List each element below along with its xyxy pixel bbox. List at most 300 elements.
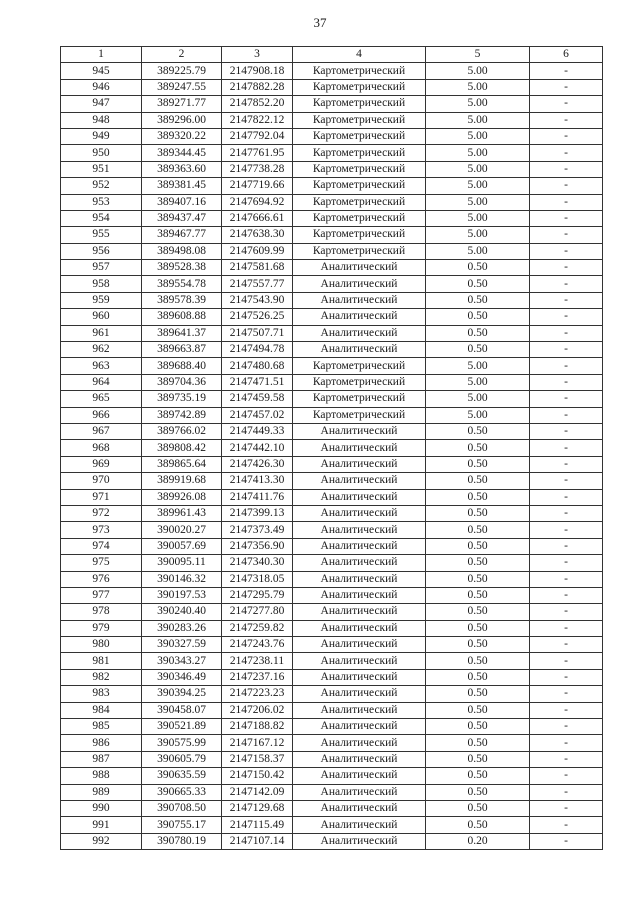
cell-method: Аналитический — [293, 292, 426, 308]
cell-x-coordinate: 389865.64 — [142, 456, 222, 472]
cell-y-coordinate: 2147494.78 — [222, 342, 293, 358]
table-row — [61, 96, 603, 112]
cell-note: - — [530, 768, 603, 784]
column-header-y-coordinate: 3 — [222, 47, 293, 63]
cell-method: Аналитический — [293, 587, 426, 603]
table-row — [61, 423, 603, 439]
cell-y-coordinate: 2147373.49 — [222, 522, 293, 538]
cell-point-number: 956 — [61, 243, 142, 259]
cell-y-coordinate: 2147413.30 — [222, 473, 293, 489]
cell-note: - — [530, 63, 603, 79]
cell-y-coordinate: 2147150.42 — [222, 768, 293, 784]
cell-method: Аналитический — [293, 751, 426, 767]
table-row — [61, 145, 603, 161]
cell-x-coordinate: 389808.42 — [142, 440, 222, 456]
cell-x-coordinate: 389363.60 — [142, 161, 222, 177]
cell-point-number: 960 — [61, 309, 142, 325]
table-row — [61, 178, 603, 194]
cell-point-number: 954 — [61, 210, 142, 226]
cell-accuracy: 5.00 — [426, 407, 530, 423]
cell-y-coordinate: 2147543.90 — [222, 292, 293, 308]
cell-method: Аналитический — [293, 473, 426, 489]
table-row — [61, 194, 603, 210]
cell-note: - — [530, 440, 603, 456]
cell-accuracy: 5.00 — [426, 243, 530, 259]
cell-y-coordinate: 2147107.14 — [222, 833, 293, 849]
cell-point-number: 946 — [61, 79, 142, 95]
table-row — [61, 276, 603, 292]
cell-accuracy: 0.50 — [426, 440, 530, 456]
cell-x-coordinate: 389296.00 — [142, 112, 222, 128]
cell-note: - — [530, 604, 603, 620]
cell-point-number: 958 — [61, 276, 142, 292]
column-header-note: 6 — [530, 47, 603, 63]
cell-method: Аналитический — [293, 604, 426, 620]
table-row — [61, 833, 603, 849]
cell-accuracy: 5.00 — [426, 178, 530, 194]
cell-y-coordinate: 2147426.30 — [222, 456, 293, 472]
cell-accuracy: 0.50 — [426, 555, 530, 571]
table-row — [61, 702, 603, 718]
cell-x-coordinate: 390458.07 — [142, 702, 222, 718]
table-row — [61, 292, 603, 308]
cell-x-coordinate: 389641.37 — [142, 325, 222, 341]
cell-note: - — [530, 309, 603, 325]
cell-point-number: 950 — [61, 145, 142, 161]
cell-y-coordinate: 2147206.02 — [222, 702, 293, 718]
cell-y-coordinate: 2147457.02 — [222, 407, 293, 423]
cell-point-number: 978 — [61, 604, 142, 620]
table-row — [61, 210, 603, 226]
cell-point-number: 968 — [61, 440, 142, 456]
cell-x-coordinate: 390755.17 — [142, 817, 222, 833]
cell-note: - — [530, 702, 603, 718]
cell-accuracy: 0.50 — [426, 276, 530, 292]
cell-note: - — [530, 374, 603, 390]
cell-accuracy: 0.50 — [426, 489, 530, 505]
cell-point-number: 972 — [61, 505, 142, 521]
table-row — [61, 309, 603, 325]
cell-accuracy: 0.50 — [426, 456, 530, 472]
cell-accuracy: 0.50 — [426, 653, 530, 669]
cell-note: - — [530, 489, 603, 505]
cell-accuracy: 0.50 — [426, 538, 530, 554]
table-row — [61, 260, 603, 276]
cell-x-coordinate: 390394.25 — [142, 686, 222, 702]
cell-accuracy: 0.50 — [426, 522, 530, 538]
table-row — [61, 243, 603, 259]
table-row — [61, 817, 603, 833]
cell-method: Картометрический — [293, 96, 426, 112]
cell-note: - — [530, 784, 603, 800]
cell-point-number: 953 — [61, 194, 142, 210]
cell-point-number: 989 — [61, 784, 142, 800]
cell-accuracy: 5.00 — [426, 63, 530, 79]
table-body — [61, 63, 603, 850]
cell-note: - — [530, 473, 603, 489]
table-header-row — [61, 47, 603, 63]
cell-note: - — [530, 456, 603, 472]
cell-y-coordinate: 2147719.66 — [222, 178, 293, 194]
cell-y-coordinate: 2147442.10 — [222, 440, 293, 456]
cell-y-coordinate: 2147158.37 — [222, 751, 293, 767]
cell-y-coordinate: 2147557.77 — [222, 276, 293, 292]
cell-note: - — [530, 735, 603, 751]
table-row — [61, 522, 603, 538]
column-header-x-coordinate: 2 — [142, 47, 222, 63]
cell-accuracy: 0.50 — [426, 735, 530, 751]
cell-x-coordinate: 389498.08 — [142, 243, 222, 259]
cell-note: - — [530, 751, 603, 767]
cell-accuracy: 5.00 — [426, 145, 530, 161]
cell-x-coordinate: 389407.16 — [142, 194, 222, 210]
cell-y-coordinate: 2147882.28 — [222, 79, 293, 95]
table-row — [61, 555, 603, 571]
cell-note: - — [530, 686, 603, 702]
cell-method: Картометрический — [293, 178, 426, 194]
cell-point-number: 957 — [61, 260, 142, 276]
cell-accuracy: 0.50 — [426, 784, 530, 800]
cell-x-coordinate: 390346.49 — [142, 669, 222, 685]
cell-x-coordinate: 389320.22 — [142, 128, 222, 144]
cell-x-coordinate: 389247.55 — [142, 79, 222, 95]
table-row — [61, 735, 603, 751]
cell-point-number: 947 — [61, 96, 142, 112]
cell-note: - — [530, 653, 603, 669]
cell-point-number: 977 — [61, 587, 142, 603]
cell-point-number: 973 — [61, 522, 142, 538]
cell-point-number: 984 — [61, 702, 142, 718]
cell-note: - — [530, 637, 603, 653]
cell-note: - — [530, 96, 603, 112]
coordinates-table — [60, 46, 603, 850]
cell-x-coordinate: 390283.26 — [142, 620, 222, 636]
cell-method: Аналитический — [293, 423, 426, 439]
table-row — [61, 587, 603, 603]
cell-point-number: 966 — [61, 407, 142, 423]
cell-y-coordinate: 2147340.30 — [222, 555, 293, 571]
cell-note: - — [530, 178, 603, 194]
cell-x-coordinate: 390708.50 — [142, 800, 222, 816]
table-row — [61, 79, 603, 95]
cell-x-coordinate: 390605.79 — [142, 751, 222, 767]
cell-accuracy: 0.50 — [426, 571, 530, 587]
cell-accuracy: 0.50 — [426, 604, 530, 620]
cell-y-coordinate: 2147223.23 — [222, 686, 293, 702]
cell-method: Картометрический — [293, 79, 426, 95]
cell-accuracy: 5.00 — [426, 128, 530, 144]
cell-y-coordinate: 2147792.04 — [222, 128, 293, 144]
cell-y-coordinate: 2147318.05 — [222, 571, 293, 587]
cell-method: Аналитический — [293, 276, 426, 292]
cell-method: Картометрический — [293, 391, 426, 407]
table-row — [61, 489, 603, 505]
table-row — [61, 374, 603, 390]
cell-accuracy: 5.00 — [426, 194, 530, 210]
cell-point-number: 962 — [61, 342, 142, 358]
cell-y-coordinate: 2147356.90 — [222, 538, 293, 554]
cell-note: - — [530, 210, 603, 226]
cell-y-coordinate: 2147115.49 — [222, 817, 293, 833]
cell-note: - — [530, 112, 603, 128]
cell-point-number: 945 — [61, 63, 142, 79]
cell-y-coordinate: 2147609.99 — [222, 243, 293, 259]
table-row — [61, 325, 603, 341]
cell-note: - — [530, 276, 603, 292]
cell-accuracy: 0.50 — [426, 719, 530, 735]
cell-y-coordinate: 2147822.12 — [222, 112, 293, 128]
cell-point-number: 982 — [61, 669, 142, 685]
cell-point-number: 955 — [61, 227, 142, 243]
cell-method: Аналитический — [293, 489, 426, 505]
table-row — [61, 440, 603, 456]
cell-point-number: 987 — [61, 751, 142, 767]
cell-point-number: 981 — [61, 653, 142, 669]
cell-accuracy: 5.00 — [426, 161, 530, 177]
cell-x-coordinate: 389688.40 — [142, 358, 222, 374]
cell-y-coordinate: 2147526.25 — [222, 309, 293, 325]
table-row — [61, 604, 603, 620]
cell-point-number: 961 — [61, 325, 142, 341]
cell-y-coordinate: 2147761.95 — [222, 145, 293, 161]
cell-x-coordinate: 390020.27 — [142, 522, 222, 538]
cell-point-number: 974 — [61, 538, 142, 554]
cell-x-coordinate: 389271.77 — [142, 96, 222, 112]
cell-point-number: 963 — [61, 358, 142, 374]
cell-accuracy: 0.50 — [426, 751, 530, 767]
cell-method: Аналитический — [293, 702, 426, 718]
table-row — [61, 128, 603, 144]
table-row — [61, 719, 603, 735]
cell-method: Аналитический — [293, 456, 426, 472]
cell-note: - — [530, 833, 603, 849]
cell-y-coordinate: 2147507.71 — [222, 325, 293, 341]
column-header-accuracy: 5 — [426, 47, 530, 63]
cell-x-coordinate: 390240.40 — [142, 604, 222, 620]
cell-x-coordinate: 389704.36 — [142, 374, 222, 390]
cell-accuracy: 0.50 — [426, 800, 530, 816]
cell-note: - — [530, 669, 603, 685]
cell-y-coordinate: 2147142.09 — [222, 784, 293, 800]
cell-y-coordinate: 2147908.18 — [222, 63, 293, 79]
cell-x-coordinate: 389766.02 — [142, 423, 222, 439]
cell-x-coordinate: 389926.08 — [142, 489, 222, 505]
cell-y-coordinate: 2147167.12 — [222, 735, 293, 751]
cell-method: Аналитический — [293, 571, 426, 587]
cell-method: Аналитический — [293, 522, 426, 538]
cell-method: Аналитический — [293, 538, 426, 554]
cell-y-coordinate: 2147188.82 — [222, 719, 293, 735]
cell-x-coordinate: 389467.77 — [142, 227, 222, 243]
table-row — [61, 342, 603, 358]
cell-x-coordinate: 389437.47 — [142, 210, 222, 226]
cell-note: - — [530, 227, 603, 243]
cell-method: Картометрический — [293, 227, 426, 243]
cell-accuracy: 0.50 — [426, 702, 530, 718]
cell-method: Аналитический — [293, 800, 426, 816]
cell-accuracy: 5.00 — [426, 391, 530, 407]
table-row — [61, 784, 603, 800]
cell-point-number: 970 — [61, 473, 142, 489]
cell-method: Картометрический — [293, 112, 426, 128]
cell-note: - — [530, 128, 603, 144]
table-row — [61, 620, 603, 636]
cell-point-number: 959 — [61, 292, 142, 308]
cell-x-coordinate: 390197.53 — [142, 587, 222, 603]
cell-note: - — [530, 800, 603, 816]
cell-x-coordinate: 390635.59 — [142, 768, 222, 784]
cell-note: - — [530, 194, 603, 210]
cell-point-number: 964 — [61, 374, 142, 390]
cell-accuracy: 0.50 — [426, 620, 530, 636]
cell-accuracy: 0.20 — [426, 833, 530, 849]
cell-method: Аналитический — [293, 309, 426, 325]
cell-note: - — [530, 325, 603, 341]
cell-note: - — [530, 505, 603, 521]
cell-note: - — [530, 719, 603, 735]
cell-x-coordinate: 390521.89 — [142, 719, 222, 735]
cell-point-number: 975 — [61, 555, 142, 571]
cell-point-number: 976 — [61, 571, 142, 587]
column-header-point-number: 1 — [61, 47, 142, 63]
column-header-method: 4 — [293, 47, 426, 63]
cell-x-coordinate: 390327.59 — [142, 637, 222, 653]
cell-method: Картометрический — [293, 210, 426, 226]
cell-x-coordinate: 390575.99 — [142, 735, 222, 751]
cell-point-number: 992 — [61, 833, 142, 849]
table-row — [61, 538, 603, 554]
cell-accuracy: 0.50 — [426, 669, 530, 685]
cell-note: - — [530, 522, 603, 538]
table-row — [61, 751, 603, 767]
cell-note: - — [530, 292, 603, 308]
cell-accuracy: 0.50 — [426, 637, 530, 653]
table-row — [61, 456, 603, 472]
cell-point-number: 971 — [61, 489, 142, 505]
cell-x-coordinate: 390780.19 — [142, 833, 222, 849]
cell-accuracy: 0.50 — [426, 260, 530, 276]
cell-method: Аналитический — [293, 555, 426, 571]
cell-method: Аналитический — [293, 768, 426, 784]
cell-y-coordinate: 2147259.82 — [222, 620, 293, 636]
cell-accuracy: 0.50 — [426, 309, 530, 325]
cell-point-number: 965 — [61, 391, 142, 407]
cell-method: Картометрический — [293, 374, 426, 390]
cell-x-coordinate: 389225.79 — [142, 63, 222, 79]
cell-y-coordinate: 2147694.92 — [222, 194, 293, 210]
cell-point-number: 951 — [61, 161, 142, 177]
cell-note: - — [530, 79, 603, 95]
cell-x-coordinate: 389554.78 — [142, 276, 222, 292]
cell-note: - — [530, 423, 603, 439]
cell-method: Аналитический — [293, 620, 426, 636]
cell-method: Аналитический — [293, 833, 426, 849]
cell-x-coordinate: 389381.45 — [142, 178, 222, 194]
cell-method: Аналитический — [293, 669, 426, 685]
table-row — [61, 227, 603, 243]
table-row — [61, 571, 603, 587]
cell-method: Аналитический — [293, 505, 426, 521]
cell-accuracy: 5.00 — [426, 96, 530, 112]
table-row — [61, 161, 603, 177]
cell-method: Картометрический — [293, 128, 426, 144]
cell-method: Картометрический — [293, 358, 426, 374]
cell-point-number: 952 — [61, 178, 142, 194]
table-row — [61, 358, 603, 374]
cell-method: Аналитический — [293, 653, 426, 669]
cell-x-coordinate: 390057.69 — [142, 538, 222, 554]
cell-method: Аналитический — [293, 342, 426, 358]
table-row — [61, 407, 603, 423]
cell-y-coordinate: 2147738.28 — [222, 161, 293, 177]
cell-method: Картометрический — [293, 194, 426, 210]
cell-method: Аналитический — [293, 719, 426, 735]
table-row — [61, 63, 603, 79]
cell-method: Аналитический — [293, 784, 426, 800]
cell-y-coordinate: 2147129.68 — [222, 800, 293, 816]
cell-point-number: 948 — [61, 112, 142, 128]
cell-note: - — [530, 145, 603, 161]
cell-accuracy: 5.00 — [426, 374, 530, 390]
table-row — [61, 637, 603, 653]
cell-accuracy: 0.50 — [426, 587, 530, 603]
cell-point-number: 990 — [61, 800, 142, 816]
cell-x-coordinate: 390146.32 — [142, 571, 222, 587]
cell-method: Картометрический — [293, 145, 426, 161]
cell-accuracy: 0.50 — [426, 292, 530, 308]
cell-accuracy: 5.00 — [426, 79, 530, 95]
cell-y-coordinate: 2147459.58 — [222, 391, 293, 407]
cell-y-coordinate: 2147399.13 — [222, 505, 293, 521]
cell-point-number: 979 — [61, 620, 142, 636]
cell-note: - — [530, 587, 603, 603]
cell-method: Картометрический — [293, 407, 426, 423]
cell-method: Аналитический — [293, 735, 426, 751]
cell-y-coordinate: 2147238.11 — [222, 653, 293, 669]
cell-note: - — [530, 620, 603, 636]
cell-note: - — [530, 161, 603, 177]
cell-accuracy: 5.00 — [426, 358, 530, 374]
cell-x-coordinate: 389742.89 — [142, 407, 222, 423]
cell-accuracy: 5.00 — [426, 112, 530, 128]
cell-y-coordinate: 2147638.30 — [222, 227, 293, 243]
table-row — [61, 800, 603, 816]
cell-x-coordinate: 390095.11 — [142, 555, 222, 571]
cell-accuracy: 0.50 — [426, 817, 530, 833]
cell-point-number: 983 — [61, 686, 142, 702]
cell-y-coordinate: 2147471.51 — [222, 374, 293, 390]
cell-point-number: 980 — [61, 637, 142, 653]
cell-x-coordinate: 389608.88 — [142, 309, 222, 325]
cell-x-coordinate: 389344.45 — [142, 145, 222, 161]
cell-x-coordinate: 390343.27 — [142, 653, 222, 669]
cell-x-coordinate: 389919.68 — [142, 473, 222, 489]
cell-note: - — [530, 571, 603, 587]
cell-x-coordinate: 389961.43 — [142, 505, 222, 521]
table-row — [61, 473, 603, 489]
cell-y-coordinate: 2147243.76 — [222, 637, 293, 653]
cell-point-number: 988 — [61, 768, 142, 784]
cell-note: - — [530, 817, 603, 833]
cell-accuracy: 0.50 — [426, 473, 530, 489]
cell-point-number: 991 — [61, 817, 142, 833]
cell-y-coordinate: 2147277.80 — [222, 604, 293, 620]
cell-note: - — [530, 243, 603, 259]
cell-method: Аналитический — [293, 817, 426, 833]
cell-point-number: 986 — [61, 735, 142, 751]
table-row — [61, 768, 603, 784]
cell-point-number: 969 — [61, 456, 142, 472]
